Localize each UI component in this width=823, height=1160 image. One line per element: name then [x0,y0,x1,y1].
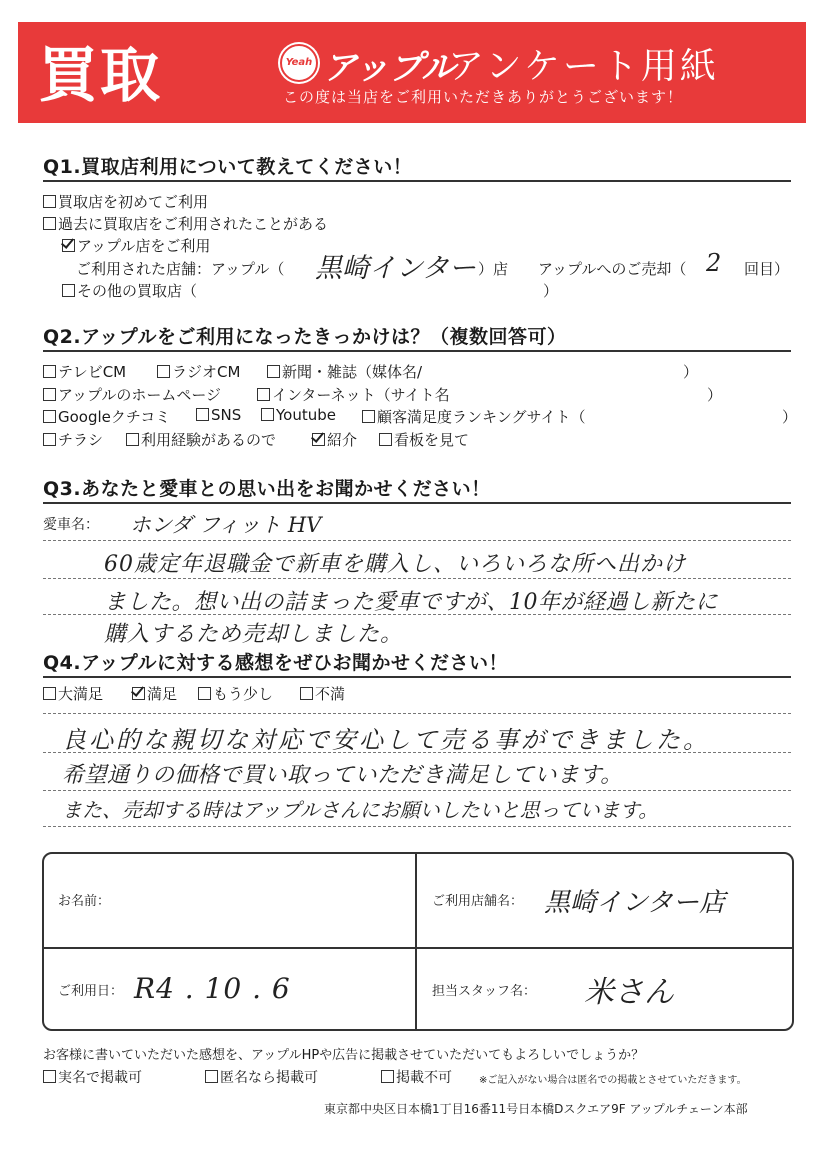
q3-text-line-1[interactable]: 60歳定年退職金で新車を購入し、いろいろな所へ出かけ [104,552,686,577]
checkbox-icon[interactable] [62,284,75,297]
q4-underline [43,676,791,678]
card-divider-horizontal [44,947,792,949]
q2-option-radio[interactable]: ラジオCM [157,361,240,382]
store-label: ご利用店舗名： [432,894,524,909]
checkbox-icon[interactable] [43,1070,56,1083]
q3-text-line-3[interactable]: 購入するため売却しました。 [104,622,404,647]
q4-line-3 [43,790,791,791]
checkbox-icon[interactable] [43,388,56,401]
checkbox-icon[interactable] [381,1070,394,1083]
checkbox-icon[interactable] [43,195,56,208]
header-banner [18,22,806,123]
checked-checkbox-icon[interactable] [132,687,145,700]
q4-option-satisfied[interactable]: 満足 [132,683,177,704]
consent-anonymous[interactable]: 匿名なら掲載可 [205,1067,318,1087]
q2-title: Q2.アップルをご利用になったきっかけは？（複数回答可） [43,326,567,348]
q2-paper-close: ） [683,363,699,381]
q2-option-referral[interactable]: 紹介 [312,429,357,450]
checkbox-icon[interactable] [43,410,56,423]
q2-internet-close: ） [707,386,723,404]
customer-info-card [42,852,794,1031]
q4-option-little[interactable]: もう少し [198,683,273,704]
checkbox-icon[interactable] [43,687,56,700]
checkbox-icon[interactable] [267,365,280,378]
q2-option-experience[interactable]: 利用経験があるので [126,429,276,450]
staff-label: 担当スタッフ名： [432,984,537,999]
q2-ranking-close: ） [782,408,798,426]
q1-count-value[interactable]: 2 [706,249,722,277]
name-label: お名前： [58,894,111,909]
q1-other-close: ） [543,282,559,300]
q4-text-line-1[interactable]: 良心的な親切な対応で安心して売る事ができました。 [62,726,710,754]
checkbox-icon[interactable] [300,687,313,700]
q2-option-homepage[interactable]: アップルのホームページ [43,384,221,405]
q2-option-signboard[interactable]: 看板を見て [379,429,469,450]
q1-store-value[interactable]: 黒崎インター [315,253,476,284]
q2-underline [43,350,791,352]
q2-option-flyer[interactable]: チラシ [43,429,103,450]
q3-title: Q3.あなたと愛車との思い出をお聞かせください！ [43,478,491,500]
kaitori-logo: 買取 [38,41,162,111]
q1-underline [43,180,791,182]
q1-count-label: アップルへのご売却（ [538,260,687,278]
q4-text-line-2[interactable]: 希望通りの価格で買い取っていただき満足しています。 [62,763,623,788]
q1-title: Q1.買取店利用について教えてください！ [43,156,413,178]
q2-option-youtube[interactable]: Youtube [261,406,336,424]
q3-text-line-2[interactable]: ました。想い出の詰まった愛車ですが、10年が経過し新たに [104,590,718,615]
checkbox-icon[interactable] [379,433,392,446]
q4-option-unsatisfied[interactable]: 不満 [300,683,345,704]
checkbox-icon[interactable] [362,410,375,423]
q3-car-label: 愛車名： [43,517,99,533]
checkbox-icon[interactable] [257,388,270,401]
checkbox-icon[interactable] [198,687,211,700]
q4-line-1 [43,713,791,714]
q2-option-tv[interactable]: テレビCM [43,361,126,382]
q2-option-ranking[interactable]: 顧客満足度ランキングサイト（ [362,406,586,427]
q3-car-value[interactable]: ホンダ フィット HV [130,513,322,537]
staff-value[interactable]: 米さん [584,975,674,1010]
q1-option-other[interactable]: その他の買取店（ [62,280,197,301]
q2-option-paper[interactable]: 新聞・雑誌（媒体名/ [267,361,422,382]
q4-text-line-3[interactable]: また、売却する時はアップルさんにお願いしたいと思っています。 [62,798,659,822]
q1-count-suffix: 回目） [744,260,790,278]
q4-title: Q4.アップルに対する感想をぜひお聞かせください！ [43,652,509,674]
apple-badge-icon: Yeah [280,44,318,82]
q3-line-1 [43,540,791,541]
checkbox-icon[interactable] [43,433,56,446]
checkbox-icon[interactable] [157,365,170,378]
brand-name: アップル [323,48,456,88]
checkbox-icon[interactable] [196,408,209,421]
consent-real-name[interactable]: 実名で掲載可 [43,1067,142,1087]
name-field[interactable] [104,884,404,934]
q2-option-internet[interactable]: インターネット（サイト名 [257,384,450,405]
date-label: ご利用日： [58,984,124,999]
checked-checkbox-icon[interactable] [312,433,325,446]
footer-address: 東京都中央区日本橋1丁目16番11号日本橋Dスクエア9F アップルチェーン本部 [324,1102,748,1116]
q1-store-suffix: ）店 [478,260,509,278]
card-divider-vertical [415,854,417,1029]
checkbox-icon[interactable] [205,1070,218,1083]
checked-checkbox-icon[interactable] [62,239,75,252]
q3-line-3 [43,614,791,615]
form-subtitle: この度は当店をご利用いただきありがとうございます！ [283,88,684,106]
q2-option-google[interactable]: Googleクチコミ [43,406,170,427]
q1-option-first-time[interactable]: 買取店を初めてご利用 [43,191,208,212]
q4-line-4 [43,826,791,827]
q3-line-2 [43,578,791,579]
q3-underline [43,502,791,504]
q2-option-sns[interactable]: SNS [196,406,241,424]
consent-question: お客様に書いていただいた感想を、アップルHPや広告に掲載させていただいてもよろしいでしょうか？ [43,1048,645,1063]
q1-option-past-use[interactable]: 過去に買取店をご利用されたことがある [43,213,328,234]
consent-no[interactable]: 掲載不可 [381,1067,452,1087]
checkbox-icon[interactable] [261,408,274,421]
store-value[interactable]: 黒崎インター店 [544,888,725,918]
q4-line-2 [43,752,791,753]
date-value[interactable]: R4 . 10 . 6 [134,972,291,1005]
checkbox-icon[interactable] [43,217,56,230]
consent-note: ※ご記入がない場合は匿名での掲載とさせていただきます。 [479,1075,747,1086]
q4-option-very[interactable]: 大満足 [43,683,103,704]
form-title: アンケート用紙 [448,46,719,87]
q1-store-label: ご利用された店舗：アップル（ [76,260,285,278]
checkbox-icon[interactable] [126,433,139,446]
q1-option-apple[interactable]: アップル店をご利用 [62,235,210,256]
checkbox-icon[interactable] [43,365,56,378]
